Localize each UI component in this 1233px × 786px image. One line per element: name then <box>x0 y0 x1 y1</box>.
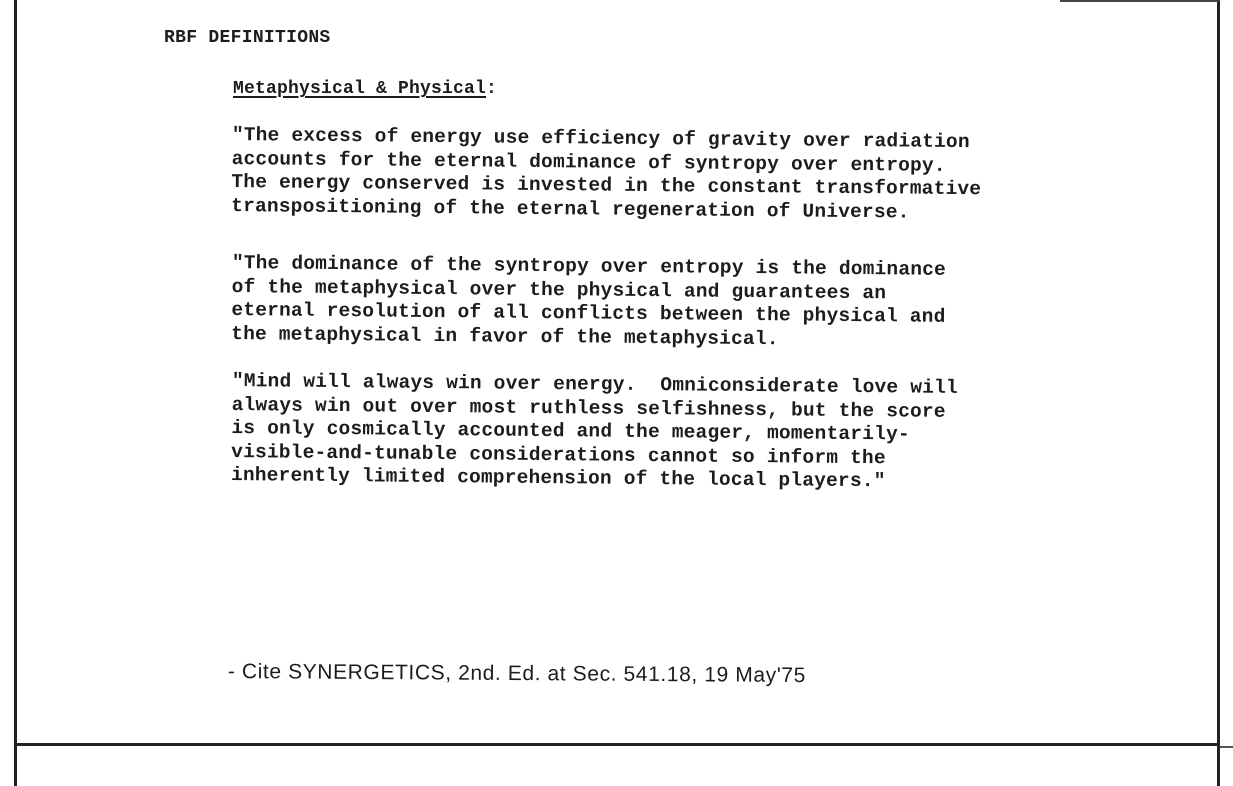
quote-paragraph-3 <box>231 370 1132 496</box>
quote-line: visible-and-tunable considerations cannot so inform the <box>231 440 886 469</box>
quote-line: of the metaphysical over the physical and guarantees an <box>231 275 887 304</box>
card-heading: RBF DEFINITIONS <box>164 28 331 48</box>
citation: - Cite SYNERGETICS, 2nd. Ed. at Sec. 541.18, 19 May'75 <box>227 660 806 688</box>
quote-line: eternal resolution of all conflicts between the physical and <box>231 298 946 328</box>
quote-line: is only cosmically accounted and the meager, momentarily- <box>231 416 910 446</box>
quote-paragraph-2 <box>231 252 1132 355</box>
definition-term <box>233 79 497 99</box>
quote-line: transpositioning of the eternal regeneration of Universe. <box>231 194 910 224</box>
quote-line: always win out over most ruthless selfishness, but the score <box>231 393 946 423</box>
quote-line: "Mind will always win over energy. Omniconsiderate love will <box>231 370 958 399</box>
definition-term-text: Metaphysical & Physical <box>233 79 487 99</box>
quote-line: "The excess of energy use efficiency of gravity over radiation <box>231 124 970 154</box>
next-card-edge <box>14 746 1220 786</box>
quote-paragraph-1 <box>231 124 1132 227</box>
quote-line: accounts for the eternal dominance of syntropy over entropy. <box>231 147 946 177</box>
quote-line: "The dominance of the syntropy over entropy is the dominance <box>231 252 947 281</box>
card-top-edge <box>1060 0 1220 2</box>
right-edge-fragment <box>1220 746 1233 777</box>
quote-line: inherently limited comprehension of the local players." <box>230 463 886 493</box>
quote-line: the metaphysical in favor of the metaphysical. <box>231 322 779 350</box>
definition-term-suffix: : <box>486 79 498 99</box>
quote-line: The energy conserved is invested in the constant transformative <box>231 170 982 201</box>
